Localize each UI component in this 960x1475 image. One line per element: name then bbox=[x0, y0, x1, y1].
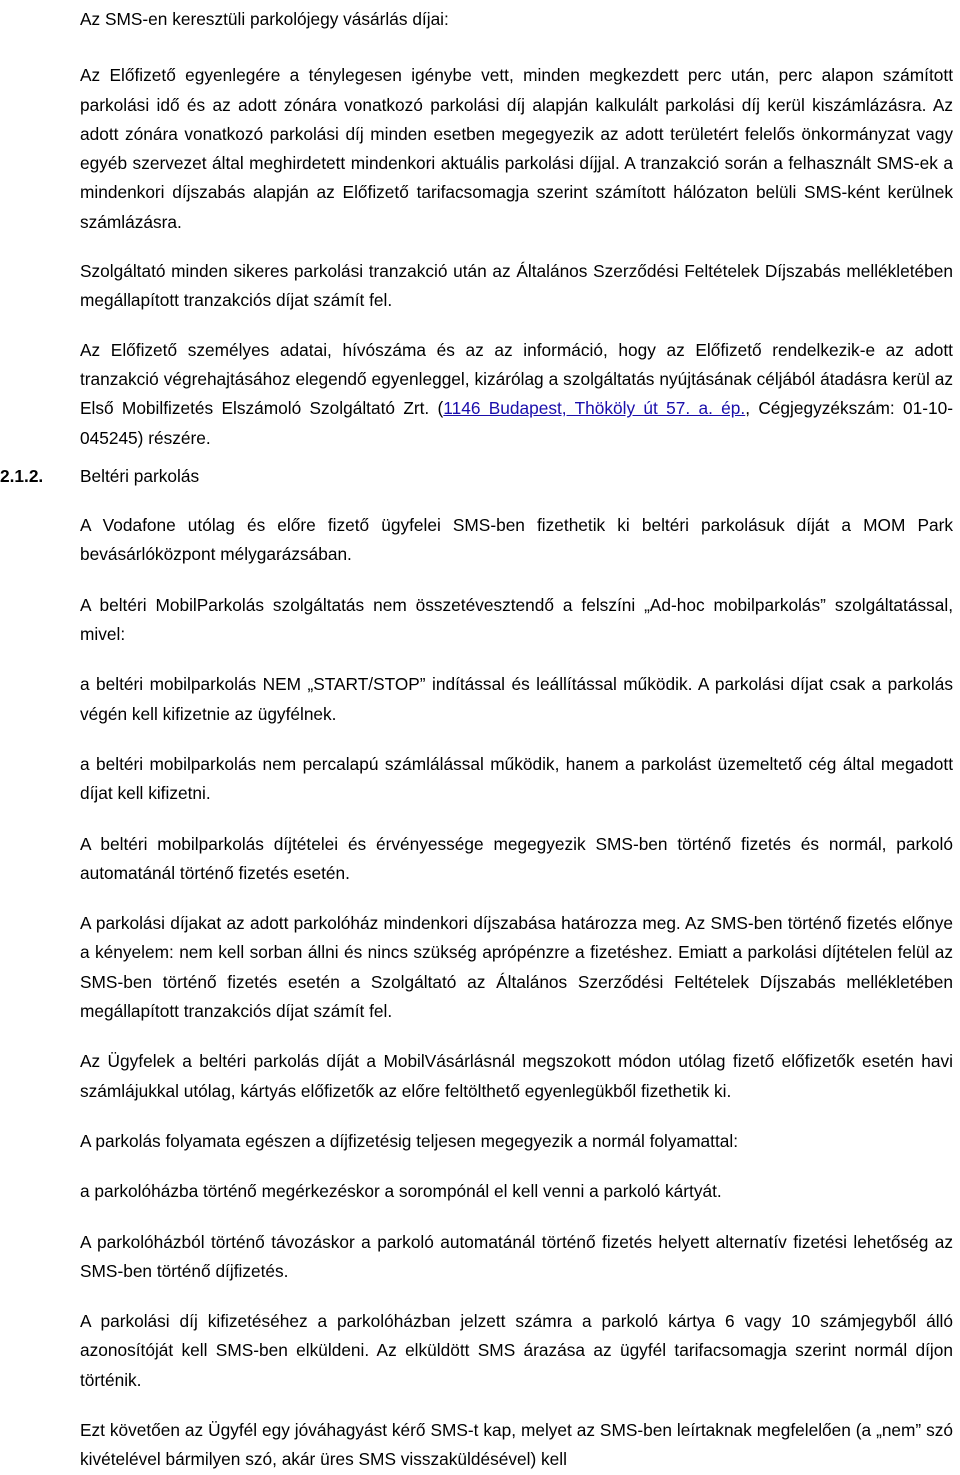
section-number: 2.1.2. bbox=[0, 465, 44, 486]
sms-parking-fee-paragraph: Az Előfizető egyenlegére a ténylegesen igénybe vett, minden megkezdett perc után, perc alapon számított parkolási idő és az adott zónára vonatkozó parkolási díj alapján kalkulált parkolási díj kerül kiszámlázásra. Az adott zónára vonatkozó parkolási díj minden esetben megegyezik az adott területért felelős önkormányzat vagy egyéb szervezet által meghirdetett mindenkori aktuális parkolási díjjal. A tranzakció során a felhasznált SMS-ek a mindenkori díjszabás alapján az Előfizető tarifacsomagja szerint számított hálózaton belüli SMS-ként kerülnek számlázásra. bbox=[80, 65, 953, 232]
body-paragraph: a beltéri mobilparkolás nem percalapú számlálással működik, hanem a parkolást üzemeltető cég által megadott díjat kell kifizetni. bbox=[80, 753, 953, 804]
body-paragraph: A parkolóházból történő távozáskor a parkoló automatánál történő fizetés helyett alternatív fizetési lehetőség az SMS-ben történő díjfizetés. bbox=[80, 1231, 953, 1281]
personal-data-paragraph bbox=[80, 336, 953, 453]
body-paragraph: a beltéri mobilparkolás NEM „START/STOP” indítással és leállítással működik. A parkolási díjat csak a parkolás végén kell kifizetnie az ügyfélnek. bbox=[80, 674, 953, 724]
body-paragraph: a parkolóházba történő megérkezéskor a sorompónál el kell venni a parkoló kártyát. bbox=[80, 1181, 722, 1202]
personal-data-text-before: Az Előfizető személyes adatai, hívószáma és az az információ, hogy az Előfizető rendelkezik-e az adott tranzakció végrehajtásához elegendő egyenleggel, kizárólag a szolgáltatás nyújtásának céljából átadásra kerül az Első Mobilfizetés Elszámoló Szolgáltató Zrt. ( bbox=[80, 339, 953, 419]
body-paragraph: A parkolási díjakat az adott parkolóház mindenkori díjszabása határozza meg. Az SMS-ben történő fizetés előnye a kényelem: nem kell sorban állni és nincs szükség aprópénzre a fizetéshez. Emiatt a parkolási díjtételen felül az SMS-ben történő fizetés esetén a Szolgáltató az Általános Szerződési Feltételek Díjszabás mellékletében megállapított tranzakciós díjat számít fel. bbox=[80, 913, 953, 1022]
body-paragraph: Ezt követően az Ügyfél egy jóváhagyást kérő SMS-t kap, melyet az SMS-ben leírtaknak megfelelően (a „nem” szó kivételével bármilyen szó, akár üres SMS visszaküldésével) kell bbox=[80, 1419, 953, 1470]
personal-data-text-after: , Cégjegyzékszám: 01-10-045245) részére. bbox=[80, 398, 953, 448]
body-paragraph: A parkolási díj kifizetéséhez a parkolóházban jelzett számra a parkoló kártya 6 vagy 10 számjegyből álló azonosítóját kell SMS-ben elküldeni. Az elküldött SMS árazása az ügyfél tarifacsomagja szerint normál díjon történik. bbox=[80, 1311, 953, 1390]
body-paragraph: Az Ügyfelek a beltéri parkolás díját a MobilVásárlásnál megszokott módon utólag fizető előfizetők esetén havi számlájukkal utólag, kártyás előfizetők az előre feltölthető egyenlegükből fizethetik ki. bbox=[80, 1051, 953, 1101]
section-title: Beltéri parkolás bbox=[80, 465, 200, 486]
body-paragraph: A beltéri mobilparkolás díjtételei és érvényessége megegyezik SMS-ben történő fizetés és normál, parkoló automatánál történő fizetés esetén. bbox=[80, 833, 953, 883]
body-paragraph: A parkolás folyamata egészen a díjfizetésig teljesen megegyezik a normál folyamattal: bbox=[80, 1130, 738, 1151]
section-heading bbox=[0, 462, 953, 491]
address-link[interactable]: 1146 Budapest, Thököly út 57. a. ép. bbox=[443, 398, 746, 419]
body-paragraph: A beltéri MobilParkolás szolgáltatás nem összetévesztendő a felszíni „Ad-hoc mobilparkolás” szolgáltatással, mivel: bbox=[80, 594, 953, 645]
transaction-fee-paragraph: Szolgáltató minden sikeres parkolási tranzakció után az Általános Szerződési Feltételek Díjszabás mellékletében megállapított tranzakciós díjat számít fel. bbox=[80, 261, 953, 311]
body-paragraph: A Vodafone utólag és előre fizető ügyfelei SMS-ben fizethetik ki beltéri parkolásuk díját a MOM Park bevásárlóközpont mélygarázsában. bbox=[80, 515, 953, 565]
fees-intro-title: Az SMS-en keresztüli parkolójegy vásárlás díjai: bbox=[80, 9, 449, 29]
